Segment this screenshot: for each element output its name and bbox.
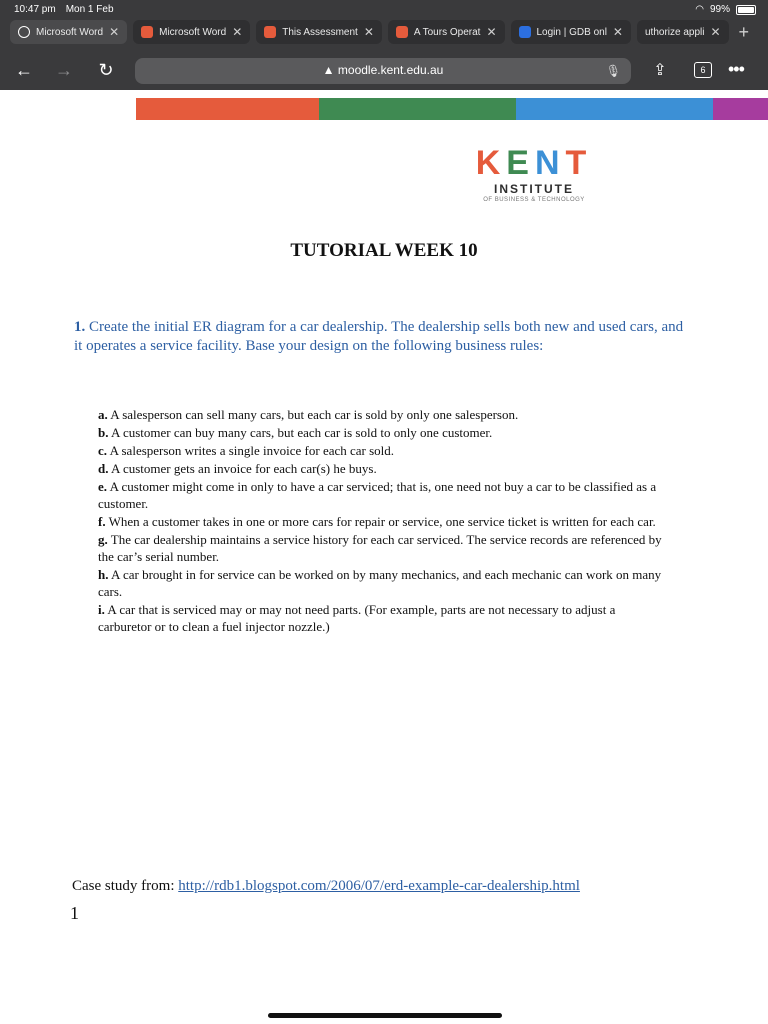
status-right [695, 4, 756, 15]
rule-item [98, 478, 668, 512]
close-icon[interactable]: ✕ [109, 25, 120, 39]
footer-prefix: Case study from: [72, 878, 175, 894]
address-row [0, 52, 768, 86]
page-number: 1 [70, 903, 79, 923]
tab-4[interactable] [511, 20, 631, 44]
c-favicon-icon [264, 26, 276, 38]
new-tab-icon[interactable]: + [738, 21, 750, 42]
rule-text: A customer can buy many cars, but each car is sold to only one customer. [111, 425, 493, 440]
question-number: 1. [74, 319, 86, 335]
rule-label: a. [98, 407, 108, 422]
close-icon[interactable]: ✕ [363, 25, 374, 39]
question-text: Create the initial ER diagram for a car dealership. The dealership sells both new and used cars, and it operates a service facility. Base your design on the following business rules: [74, 319, 684, 354]
url-text [135, 63, 631, 77]
status-bar [0, 0, 768, 18]
logo-institute: INSTITUTE [494, 182, 574, 196]
rule-label: c. [98, 443, 108, 458]
kent-logo [464, 146, 604, 203]
share-icon[interactable]: ⇪ [653, 62, 667, 79]
close-icon[interactable]: ✕ [612, 25, 623, 39]
rule-label: f. [98, 514, 106, 529]
tab-0[interactable] [10, 20, 127, 44]
rule-item [98, 442, 668, 459]
color-bar-green [319, 98, 516, 120]
rule-label: d. [98, 461, 109, 476]
rule-text: A customer might come in only to have a car serviced; that is, one need not buy a car to be classified as a customer. [98, 479, 657, 511]
battery-icon [736, 5, 756, 15]
rule-item [98, 601, 668, 635]
tab-label: Login | GDB onl [536, 26, 607, 38]
forward-arrow-icon[interactable]: → [55, 60, 73, 80]
tab-label: This Assessment [282, 26, 358, 38]
bolt-favicon-icon [519, 26, 531, 38]
logo-letter-k: K [475, 144, 507, 182]
browser-chrome [0, 0, 768, 90]
rule-text: A car that is serviced may or may not need parts. (For example, parts are not necessary to adjust a carburetor or to clean a fuel injector nozzle.) [98, 602, 616, 634]
rule-label: g. [98, 532, 108, 547]
status-left [14, 4, 114, 15]
tab-5[interactable] [637, 20, 729, 44]
tab-count[interactable]: 6 [694, 62, 712, 78]
rule-text: A customer gets an invoice for each car(s) he buys. [111, 461, 377, 476]
tab-label: Microsoft Word [159, 26, 227, 38]
kent-favicon-icon [141, 26, 153, 38]
tab-1[interactable] [133, 20, 250, 44]
rule-text: When a customer takes in one or more cars for repair or service, one service ticket is written for each car. [108, 514, 656, 529]
wifi-icon: ◠ [695, 4, 704, 15]
question-1 [74, 318, 686, 356]
tab-2[interactable] [256, 20, 382, 44]
case-study-footer [72, 878, 712, 895]
rule-item [98, 513, 668, 530]
tab-label: uthorize appli [644, 26, 705, 38]
rule-text: A salesperson writes a single invoice for each car sold. [109, 443, 395, 458]
back-arrow-icon[interactable]: ← [15, 60, 33, 80]
more-icon[interactable]: ••• [728, 59, 744, 79]
logo-letter-e: E [506, 144, 535, 182]
business-rules-list [98, 406, 668, 636]
c-favicon-icon [396, 26, 408, 38]
rule-text: A car brought in for service can be worked on by many mechanics, and each mechanic can work on many cars. [98, 567, 662, 599]
rule-text: A salesperson can sell many cars, but each car is sold by only one salesperson. [110, 407, 519, 422]
reload-icon[interactable]: ↻ [98, 60, 114, 80]
rule-text: The car dealership maintains a service history for each car serviced. The service records are referenced by the car’s serial number. [98, 532, 662, 564]
close-icon[interactable]: ✕ [710, 25, 721, 39]
rule-item [98, 406, 668, 423]
rule-item [98, 460, 668, 477]
color-bar-blue [516, 98, 713, 120]
close-icon[interactable]: ✕ [486, 25, 497, 39]
tab-label: A Tours Operat [413, 26, 481, 38]
status-time: 10:47 pm [14, 4, 56, 15]
rule-item [98, 566, 668, 600]
rule-label: b. [98, 425, 109, 440]
address-bar[interactable] [135, 58, 631, 84]
tab-label: Microsoft Word [36, 26, 104, 38]
rule-label: i. [98, 602, 105, 617]
color-bar-purple [713, 98, 768, 120]
case-study-link[interactable]: http://rdb1.blogspot.com/2006/07/erd-example-car-dealership.html [178, 878, 580, 894]
rule-item [98, 424, 668, 441]
logo-subtitle: OF BUSINESS & TECHNOLOGY [483, 197, 585, 203]
color-bar-red [136, 98, 319, 120]
page-title: TUTORIAL WEEK 10 [290, 240, 478, 261]
logo-kent-word [464, 146, 604, 180]
warning-icon: ▲ [322, 63, 335, 77]
status-date: Mon 1 Feb [65, 4, 114, 15]
battery-percent: 99% [709, 4, 730, 15]
close-icon[interactable]: ✕ [232, 25, 243, 39]
home-indicator[interactable] [268, 1013, 502, 1018]
rule-label: h. [98, 567, 109, 582]
url-value: moodle.kent.edu.au [337, 63, 444, 77]
logo-letter-n: N [534, 144, 566, 182]
rule-item [98, 531, 668, 565]
tab-3[interactable] [388, 20, 505, 44]
rule-label: e. [98, 479, 108, 494]
globe-icon [18, 26, 30, 38]
tab-strip [10, 20, 749, 44]
mic-icon[interactable]: 🎙 [605, 64, 621, 78]
document-page [0, 90, 768, 1024]
logo-letter-t: T [565, 144, 593, 182]
